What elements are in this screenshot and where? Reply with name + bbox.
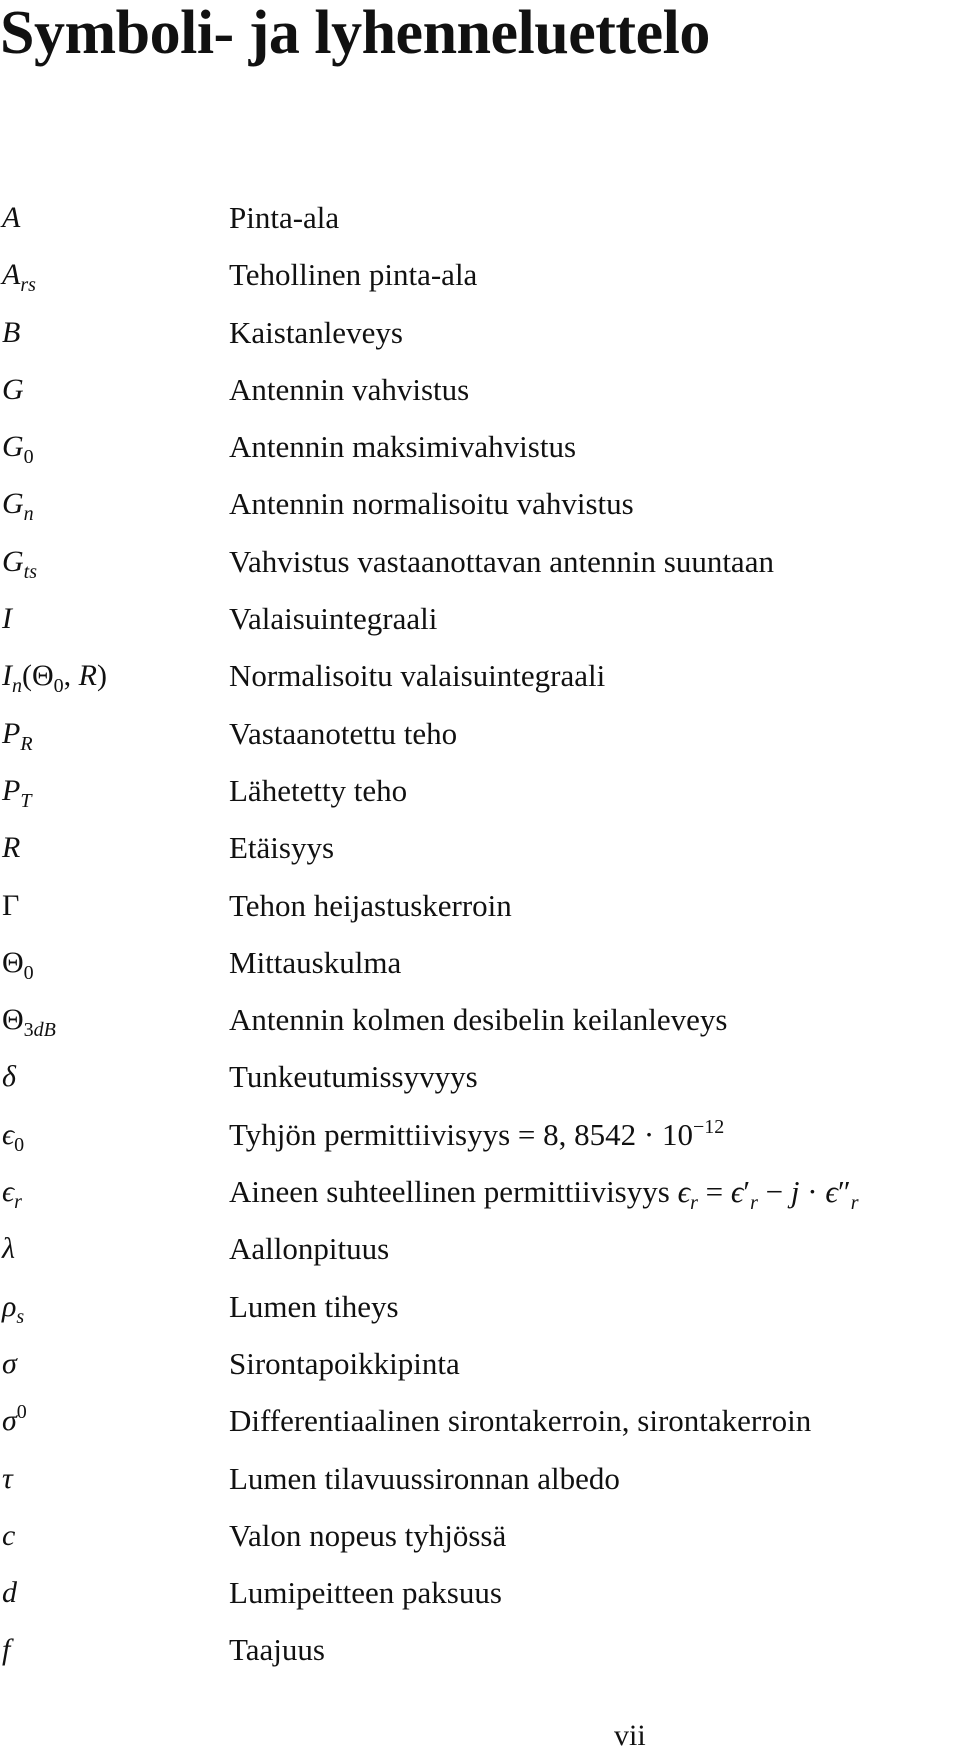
symbol-description: Tehon heijastuskerroin (229, 887, 512, 923)
symbol: G (2, 372, 24, 406)
symbol-row (0, 1628, 960, 1685)
symbol-description: Antennin vahvistus (229, 371, 470, 407)
symbol-row (0, 826, 960, 883)
symbol: $P_T$ (2, 773, 32, 812)
description-formula: $\epsilon_r = \epsilon'_r - j \cdot \epsilon''_r$ (677, 1174, 859, 1215)
symbol-row (0, 1342, 960, 1399)
symbol: $\sigma^0$ (2, 1401, 27, 1438)
symbol-row (0, 196, 960, 253)
symbol: $\Theta_{3dB}$ (2, 1003, 56, 1042)
symbol: f (2, 1633, 11, 1667)
symbol-row (0, 253, 960, 310)
symbol-description: Tunkeutumissyvyys (229, 1059, 478, 1095)
description-text: Aineen suhteellinen permittiivisyys (229, 1174, 678, 1210)
symbol: $G_n$ (2, 487, 34, 526)
symbol-description: Lumen tilavuussironnan albedo (229, 1460, 620, 1496)
symbol: $\rho_s$ (2, 1289, 25, 1328)
symbol-row (0, 597, 960, 654)
symbol-description: Vastaanotettu teho (229, 715, 458, 751)
symbol: $G_{ts}$ (2, 544, 38, 583)
symbol-description: Antennin kolmen desibelin keilanleveys (229, 1002, 728, 1038)
symbol-description: Pinta-ala (229, 200, 340, 235)
symbol-description: Normalisoitu valaisuintegraali (229, 658, 606, 694)
page-title: Symboli- ja lyhenneluettelo (0, 0, 710, 67)
symbol: τ (2, 1461, 13, 1495)
symbol: R (2, 831, 21, 865)
symbol-description: Aallonpituus (229, 1231, 390, 1267)
symbol-description: Mittauskulma (229, 944, 402, 980)
description-text: Tyhjön permittiivisyys = (229, 1116, 544, 1152)
symbol-description: Tehollinen pinta-ala (229, 257, 478, 293)
symbol-row (0, 712, 960, 769)
symbol-list (0, 196, 960, 1686)
symbol-description (229, 1115, 724, 1155)
symbol-description: Valon nopeus tyhjössä (229, 1517, 507, 1553)
symbol: $\Theta_0$ (2, 945, 34, 984)
symbol: $A_{rs}$ (2, 258, 36, 297)
description-formula: 8, $8542 \cdot 10^{-12}$ (543, 1115, 725, 1152)
symbol-row (0, 1055, 960, 1112)
symbol: $G_0$ (2, 430, 34, 469)
symbol: A (2, 201, 21, 234)
symbol-row (0, 1571, 960, 1628)
symbol-row (0, 425, 960, 482)
symbol-row (0, 1170, 960, 1227)
symbol: $P_R$ (2, 716, 33, 755)
symbol-row (0, 941, 960, 998)
symbol-description: Lumipeitteen paksuus (229, 1575, 502, 1611)
symbol-description: Antennin maksimivahvistus (229, 429, 577, 465)
symbol: d (2, 1576, 17, 1610)
symbol-description: Antennin normalisoitu vahvistus (229, 486, 634, 522)
symbol-row (0, 1227, 960, 1284)
symbol: λ (2, 1232, 15, 1266)
symbol-row (0, 884, 960, 941)
symbol-row (0, 1457, 960, 1514)
symbol-row (0, 769, 960, 826)
symbol: B (2, 315, 21, 349)
symbol: Γ (2, 888, 20, 922)
symbol: $\epsilon_r$ (2, 1175, 22, 1214)
symbol: I (2, 602, 12, 636)
symbol-row (0, 482, 960, 539)
symbol-row (0, 1285, 960, 1342)
symbol-description: Sirontapoikkipinta (229, 1345, 460, 1381)
symbol-row (0, 654, 960, 711)
symbol-description (229, 1172, 859, 1215)
symbol-description: Differentiaalinen sirontakerroin, sirontakerroin (229, 1403, 812, 1439)
symbol-row (0, 540, 960, 597)
symbol-row (0, 998, 960, 1055)
symbol: $\epsilon_0$ (2, 1117, 25, 1156)
symbol: σ (2, 1346, 17, 1380)
symbol-description: Kaistanleveys (229, 314, 403, 350)
symbol-row (0, 311, 960, 368)
symbol-row (0, 1113, 960, 1170)
symbol-description: Lähetetty teho (229, 772, 408, 808)
page-number: vii (614, 1719, 646, 1752)
symbol-row (0, 1399, 960, 1456)
symbol: $I_n(\Theta_0$, R) (2, 659, 107, 698)
symbol: δ (2, 1060, 16, 1094)
symbol: c (2, 1518, 16, 1552)
symbol-row (0, 1514, 960, 1571)
symbol-description: Etäisyys (229, 830, 335, 866)
symbol-description: Vahvistus vastaanottavan antennin suuntaan (229, 543, 774, 579)
symbol-row (0, 368, 960, 425)
symbol-description: Valaisuintegraali (229, 601, 438, 637)
symbol-description: Lumen tiheys (229, 1288, 399, 1324)
symbol-description: Taajuus (229, 1632, 325, 1668)
